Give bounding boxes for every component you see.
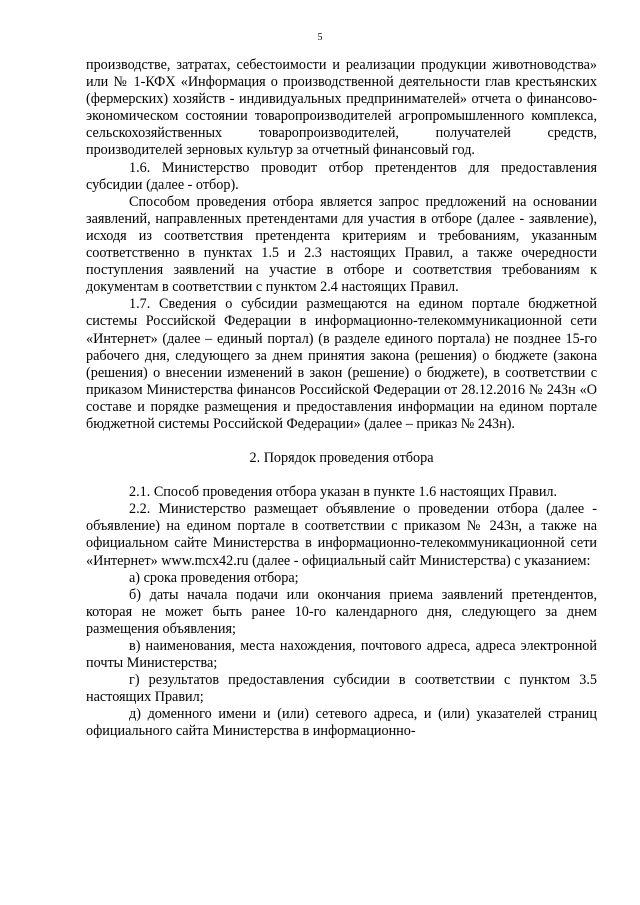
paragraph-1-7: 1.7. Сведения о субсидии размещаются на едином портале бюджетной системы Российской Федерации в информационно-телекоммуникационной сети «Интернет» (далее – единый портал) (в разделе единого портала) не позднее 15-го рабочего дня, следующего за днем принятия закона (решения) о бюджете (закона (решения) о внесении изменений в закон (решение) о бюджете), в соответствии с приказом Министерства финансов Российской Федерации от 28.12.2016 № 243н «О составе и порядке размещения и предоставления информации на едином портале бюджетной системы Российской Федерации» (далее – приказ № 243н). [86,296,597,432]
list-item-d: д) доменного имени и (или) сетевого адреса, и (или) указателей страниц официального сайта Министерства в информационно- [86,706,597,740]
paragraph-2-2: 2.2. Министерство размещает объявление о проведении отбора (далее - объявление) на едином портале в соответствии с приказом № 243н, а также на официальном сайте Министерства в информационно-телекоммуникационной сети «Интернет» www.mcx42.ru (далее - официальный сайт Министерства) с указанием: [86,501,597,569]
paragraph-continuation: производстве, затратах, себестоимости и реализации продукции животноводства» или № 1-КФХ «Информация о производственной деятельности глав крестьянских (фермерских) хозяйств - индивидуальных предпринимателей» отчета о финансово-экономическом состоянии товаропроизводителей агропромышленного комплекса, сельскохозяйственных товаропроизводителей, получателей средств, производителей зерновых культур за отчетный финансовый год. [86,57,597,159]
paragraph-1-6: 1.6. Министерство проводит отбор претендентов для предоставления субсидии (далее - отбор). [86,159,597,193]
list-item-g: г) результатов предоставления субсидии в соответствии с пунктом 3.5 настоящих Правил; [86,672,597,706]
list-item-v: в) наименования, места нахождения, почтового адреса, адреса электронной почты Министерства; [86,638,597,672]
list-item-b: б) даты начала подачи или окончания приема заявлений претендентов, которая не может быть ранее 10-го календарного дня, следующего за днем размещения объявления; [86,586,597,637]
paragraph-2-1: 2.1. Способ проведения отбора указан в пункте 1.6 настоящих Правил. [129,484,558,501]
list-item-a: а) срока проведения отбора; [129,569,299,586]
paragraph-selection-method: Способом проведения отбора является запрос предложений на основании заявлений, направленных претендентами для участия в отборе (далее - заявление), исходя из соответствия претендента критериям и требованиям, указанным соответственно в пунктах 1.5 и 2.3 настоящих Правил, а также очередности поступления заявлений на участие в отборе и соответствия требованиям к документам в соответствии с пунктом 2.4 настоящих Правил. [86,193,597,296]
section-title: 2. Порядок проведения отбора [249,450,434,467]
page-number: 5 [317,32,323,43]
